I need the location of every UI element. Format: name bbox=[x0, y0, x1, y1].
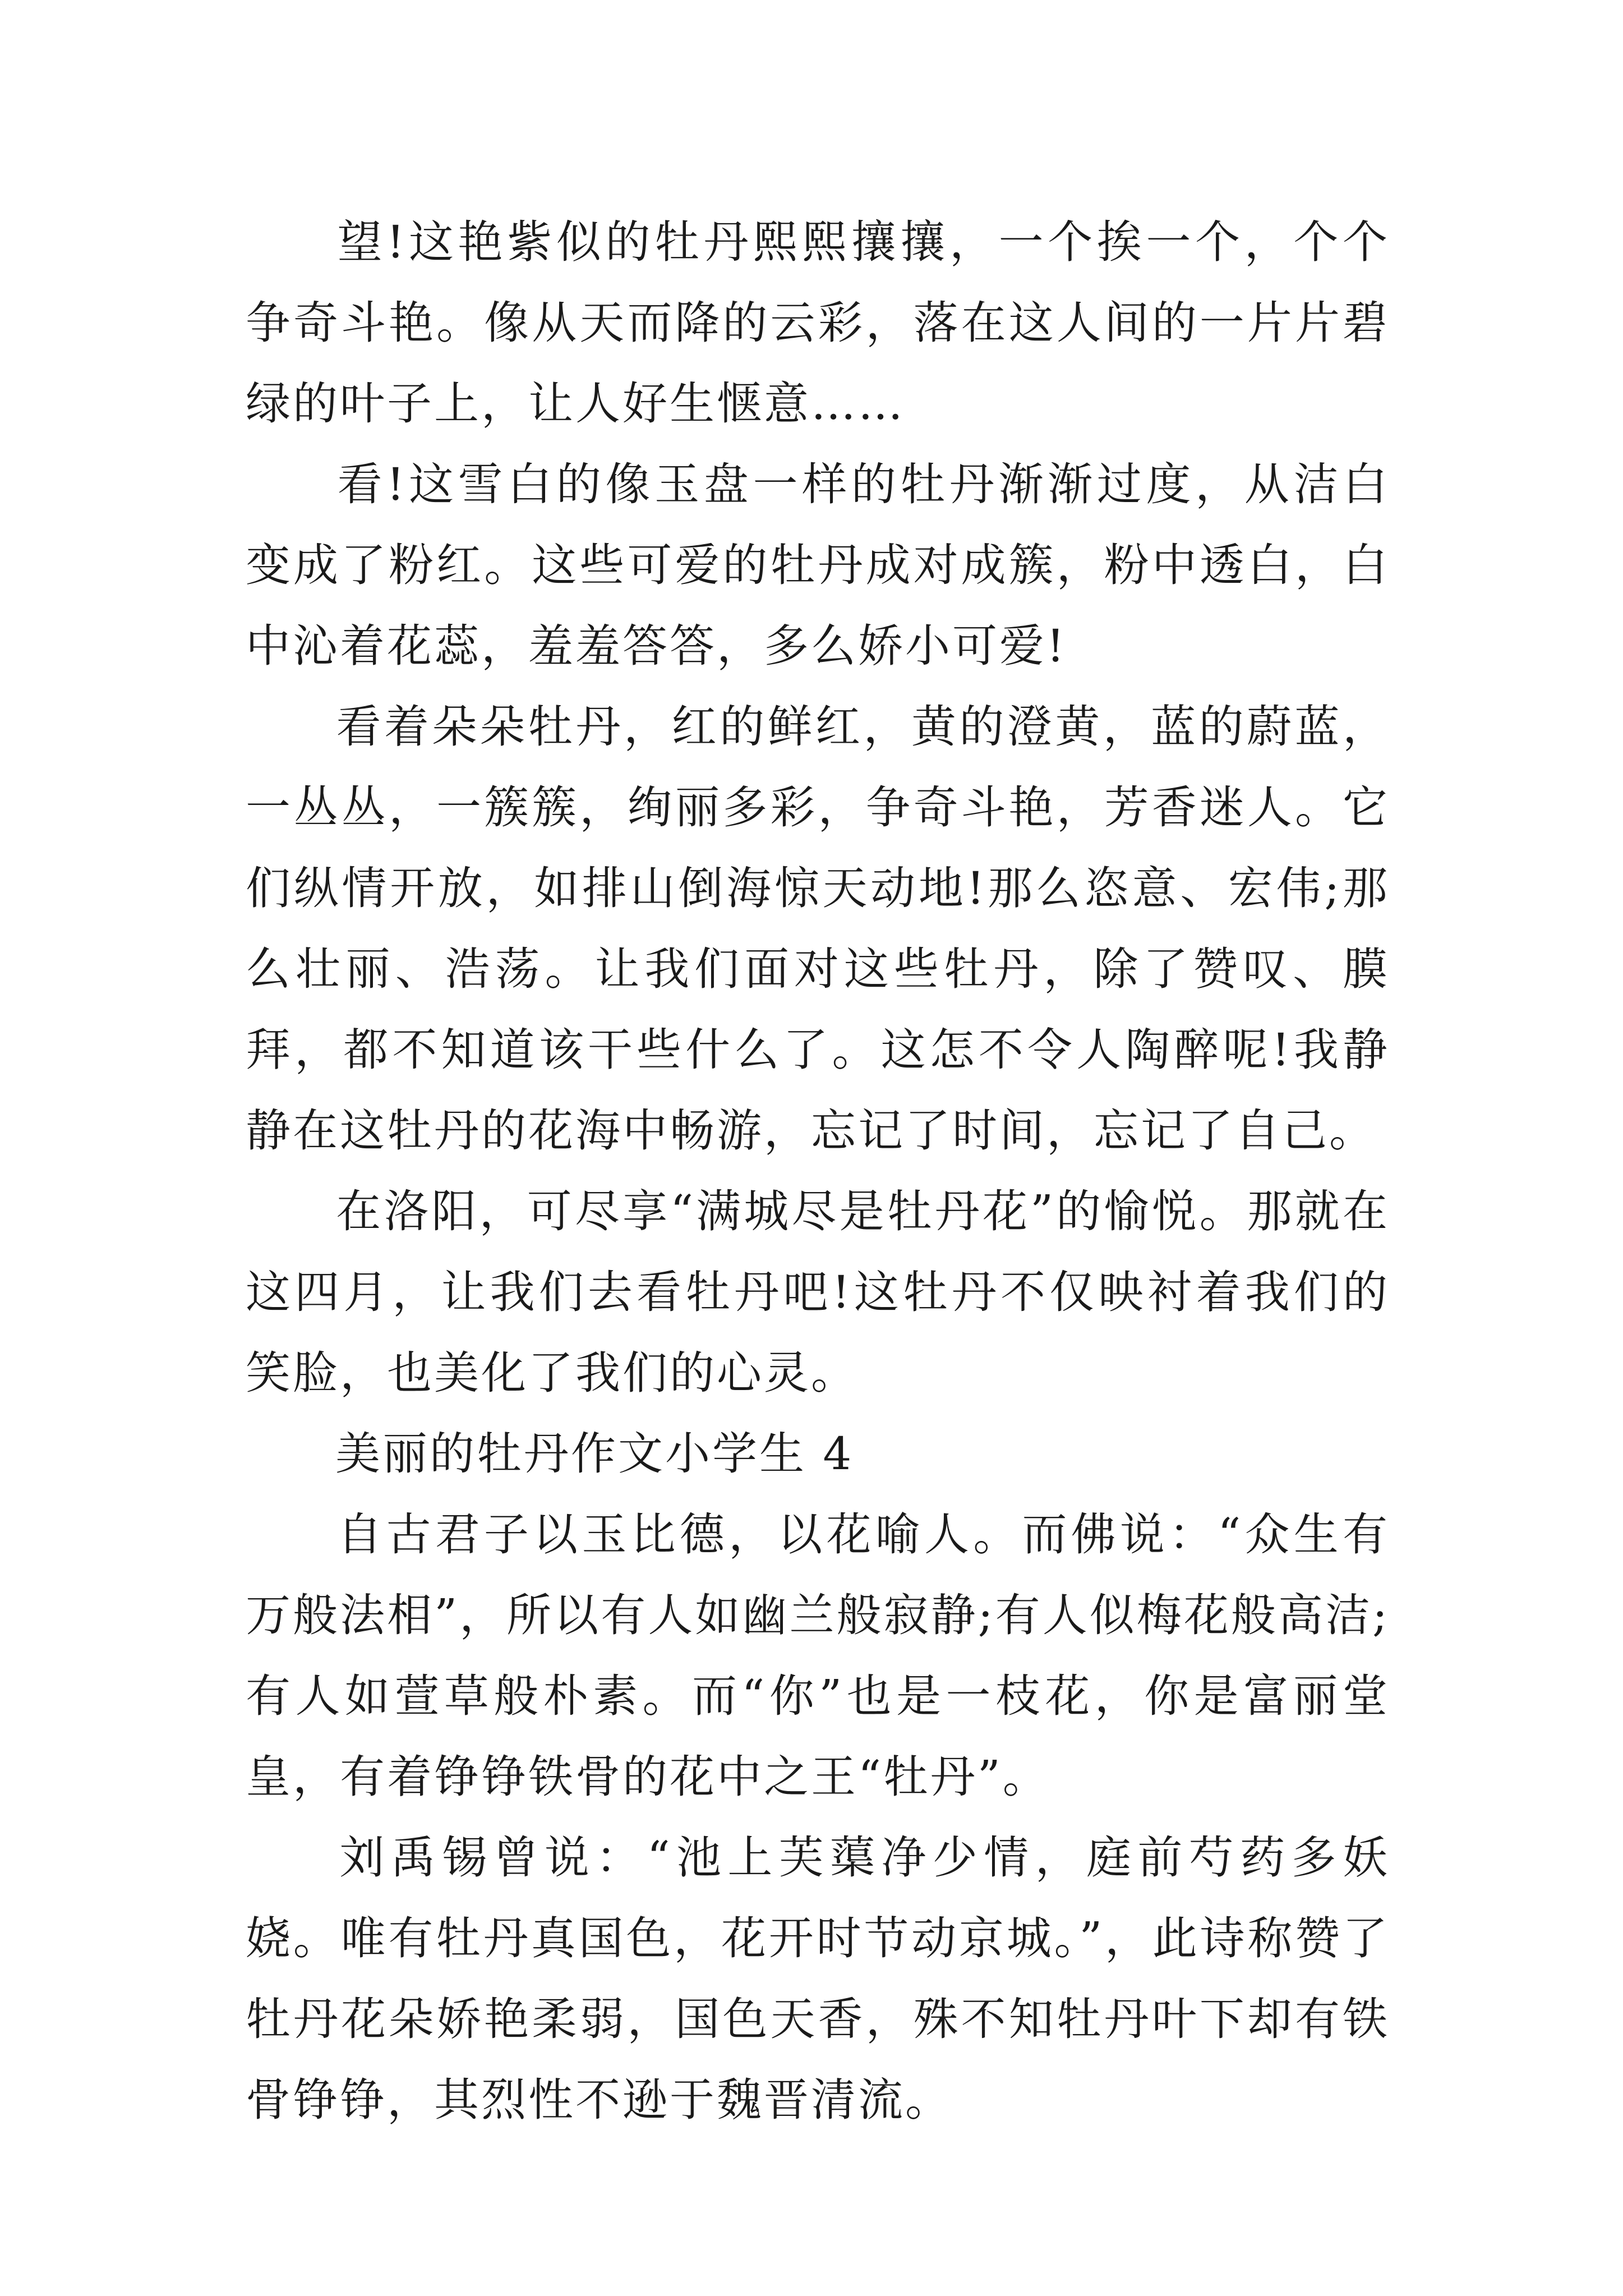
section-title bbox=[246, 1414, 1390, 1494]
paragraph-text: 看着朵朵牡丹，红的鲜红，黄的澄黄，蓝的蔚蓝，一丛丛，一簇簇，绚丽多彩，争奇斗艳，芳香迷人。它们纵情开放，如排山倒海惊天动地!那么恣意、宏伟;那么壮丽、浩荡。让我们面对这些牡丹，除了赞叹、膜拜，都不知道该干些什么了。这怎不令人陶醉呢!我静静在这牡丹的花海中畅游，忘记了时间，忘记了自己。 bbox=[246, 701, 1390, 1157]
section-title-text: 美丽的牡丹作文小学生 4 bbox=[335, 1428, 854, 1480]
document-body bbox=[246, 202, 1390, 2141]
paragraph-2 bbox=[246, 444, 1390, 687]
paragraph-5 bbox=[246, 1494, 1390, 1818]
paragraph-text: 自古君子以玉比德，以花喻人。而佛说：“众生有万般法相”，所以有人如幽兰般寂静;有人似梅花般高洁;有人如萱草般朴素。而“你”也是一枝花，你是富丽堂皇，有着铮铮铁骨的花中之王“牡丹”。 bbox=[246, 1508, 1390, 1803]
paragraph-4 bbox=[246, 1171, 1390, 1414]
paragraph-3 bbox=[246, 687, 1390, 1171]
paragraph-6 bbox=[246, 1818, 1390, 2141]
paragraph-1 bbox=[246, 202, 1390, 444]
paragraph-text: 在洛阳，可尽享“满城尽是牡丹花”的愉悦。那就在这四月，让我们去看牡丹吧!这牡丹不仅映衬着我们的笑脸，也美化了我们的心灵。 bbox=[246, 1185, 1390, 1399]
paragraph-text: 望!这艳紫似的牡丹熙熙攘攘，一个挨一个，个个争奇斗艳。像从天而降的云彩，落在这人间的一片片碧绿的叶子上，让人好生惬意…… bbox=[246, 216, 1390, 430]
paragraph-text: 看!这雪白的像玉盘一样的牡丹渐渐过度，从洁白变成了粉红。这些可爱的牡丹成对成簇，粉中透白，白中沁着花蕊，羞羞答答，多么娇小可爱! bbox=[246, 458, 1390, 672]
paragraph-text: 刘禹锡曾说：“池上芙蕖净少情，庭前芍药多妖娆。唯有牡丹真国色，花开时节动京城。”，此诗称赞了牡丹花朵娇艳柔弱，国色天香，殊不知牡丹叶下却有铁骨铮铮，其烈性不逊于魏晋清流。 bbox=[246, 1832, 1390, 2126]
